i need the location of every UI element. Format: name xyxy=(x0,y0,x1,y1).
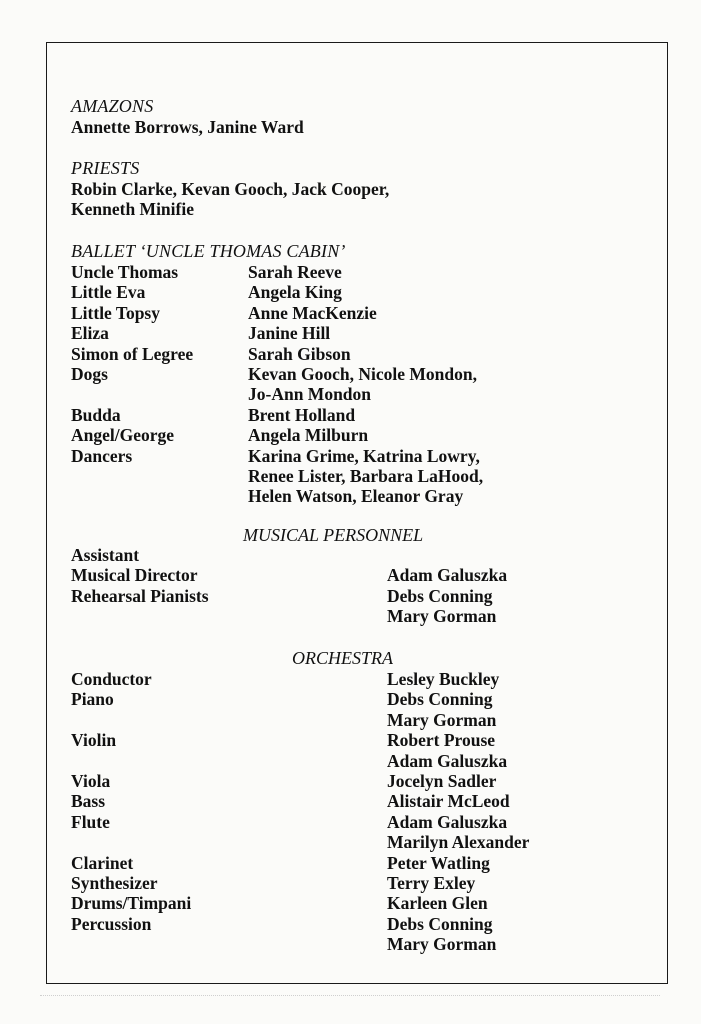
role-label: Eliza xyxy=(71,323,109,344)
performer-name: Mary Gorman xyxy=(387,709,497,730)
performer-name: Sarah Reeve xyxy=(248,262,342,282)
performer-name: Karleen Glen xyxy=(387,893,488,914)
performer-name: Alistair McLeod xyxy=(387,791,510,812)
amazons-section xyxy=(71,96,304,137)
performer-name: Terry Exley xyxy=(387,873,476,893)
role-label: Simon of Legree xyxy=(71,343,194,364)
performer-name: Debs Conning xyxy=(387,689,493,710)
role-label: Dogs xyxy=(71,364,108,384)
role-label: Little Topsy xyxy=(71,302,160,323)
performer-name: Angela Milburn xyxy=(248,425,369,446)
performer-name: Sarah Gibson xyxy=(248,343,351,364)
role-label: Synthesizer xyxy=(71,873,158,893)
performer-name: Marilyn Alexander xyxy=(387,832,530,853)
performer-name: Karina Grime, Katrina Lowry, xyxy=(248,445,480,466)
role-label: Clarinet xyxy=(71,852,134,873)
priests-names-line-2: Kenneth Minifie xyxy=(71,199,194,219)
amazons-heading: AMAZONS xyxy=(71,96,154,116)
ballet-heading: BALLET ‘UNCLE THOMAS CABIN’ xyxy=(71,241,346,261)
performer-name: Anne MacKenzie xyxy=(248,302,377,323)
priests-names-line-1: Robin Clarke, Kevan Gooch, Jack Cooper, xyxy=(71,178,390,199)
performer-name: Peter Watling xyxy=(387,852,490,873)
performer-name: Mary Gorman xyxy=(387,606,497,627)
performer-name: Mary Gorman xyxy=(387,934,497,955)
role-label: Rehearsal Pianists xyxy=(71,585,209,606)
role-label: Musical Director xyxy=(71,565,198,586)
performer-name: Janine Hill xyxy=(248,323,331,344)
role-label: Dancers xyxy=(71,445,133,466)
performer-name: Debs Conning xyxy=(387,913,493,934)
scan-artifact xyxy=(40,995,660,998)
role-label: Piano xyxy=(71,689,114,710)
performer-name: Adam Galuszka xyxy=(387,565,508,586)
performer-name: Renee Lister, Barbara LaHood, xyxy=(248,466,484,486)
amazons-names: Annette Borrows, Janine Ward xyxy=(71,116,304,137)
performer-name: Adam Galuszka xyxy=(387,811,508,832)
orchestra-heading: ORCHESTRA xyxy=(292,648,393,668)
performer-name: Helen Watson, Eleanor Gray xyxy=(248,486,464,507)
priests-section xyxy=(71,158,389,220)
role-label: Little Eva xyxy=(71,282,146,303)
performer-name: Brent Holland xyxy=(248,404,356,425)
role-label: Angel/George xyxy=(71,425,175,446)
role-label: Conductor xyxy=(71,669,152,689)
performer-name: Debs Conning xyxy=(387,585,493,606)
performer-name: Robert Prouse xyxy=(387,730,496,751)
role-label: Drums/Timpani xyxy=(71,893,192,914)
performer-name: Jo-Ann Mondon xyxy=(248,384,372,405)
role-label: Flute xyxy=(71,811,110,832)
role-label: Uncle Thomas xyxy=(71,262,179,282)
ballet-section xyxy=(71,241,346,262)
performer-name: Adam Galuszka xyxy=(387,750,508,771)
role-label: Viola xyxy=(71,771,111,791)
musical-personnel-heading: MUSICAL PERSONNEL xyxy=(243,525,424,545)
role-label: Percussion xyxy=(71,913,152,934)
performer-name: Kevan Gooch, Nicole Mondon, xyxy=(248,364,477,384)
performer-name: Angela King xyxy=(248,282,342,303)
role-label: Bass xyxy=(71,791,106,812)
role-label: Assistant xyxy=(71,545,140,565)
role-label: Violin xyxy=(71,730,117,751)
priests-heading: PRIESTS xyxy=(71,158,140,178)
role-label: Budda xyxy=(71,404,121,425)
performer-name: Jocelyn Sadler xyxy=(387,771,497,791)
performer-name: Lesley Buckley xyxy=(387,669,500,689)
